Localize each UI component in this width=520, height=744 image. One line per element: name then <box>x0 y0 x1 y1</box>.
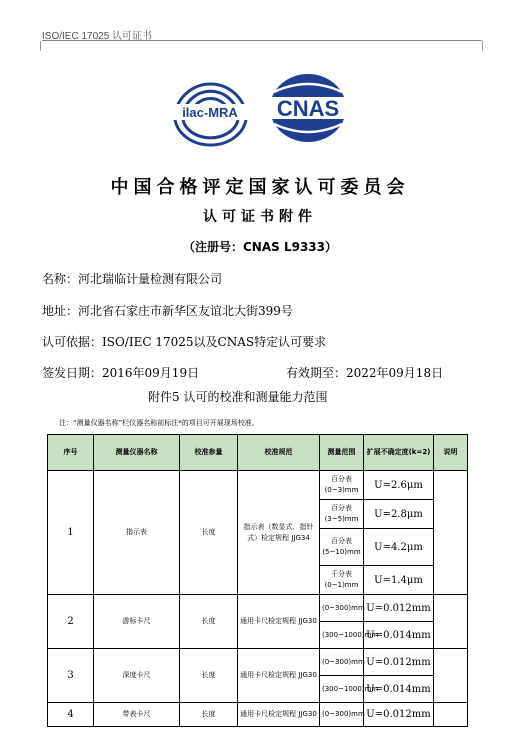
header-no: 序号 <box>48 435 94 471</box>
annex-title: 附件5 认可的校准和测量能力范围 <box>148 390 328 404</box>
row-range: 百分表 (0~3)mm <box>320 471 364 500</box>
ilac-mra-logo <box>163 70 258 150</box>
row-range: 千分表 (0~1)mm <box>320 566 364 595</box>
row-remark <box>434 595 468 649</box>
row-range: (300~1000)mm <box>320 676 364 703</box>
table-header-row <box>48 435 468 471</box>
header-remark: 说明 <box>434 435 468 471</box>
calibration-table <box>47 434 468 727</box>
header-range: 测量范围 <box>320 435 364 471</box>
header-instrument: 测量仪器名称 <box>94 435 180 471</box>
row-parameter: 长度 <box>180 703 238 727</box>
row-uncertainty: U=0.012mm <box>364 703 434 727</box>
row-uncertainty: U=0.012mm <box>364 595 434 622</box>
row-parameter: 长度 <box>180 471 238 595</box>
row-instrument: 深度卡尺 <box>94 649 180 703</box>
main-title: 中国合格评定国家认可委员会 <box>110 177 410 198</box>
row-remark <box>434 471 468 595</box>
row-uncertainty: U=1.4μm <box>364 566 434 595</box>
table-row <box>48 703 468 727</box>
row-no: 2 <box>48 595 94 649</box>
registration-number: （注册号：CNAS L9333） <box>182 240 337 254</box>
table-row <box>48 649 468 676</box>
corner-mark-right <box>482 41 493 51</box>
ilac-logo-text: ilac-MRA <box>182 105 238 120</box>
row-remark <box>434 703 468 727</box>
header-parameter: 校准参量 <box>180 435 238 471</box>
row-instrument: 游标卡尺 <box>94 595 180 649</box>
row-instrument: 指示表 <box>94 471 180 595</box>
corner-mark-left <box>30 41 41 51</box>
header-spec: 校准规范 <box>238 435 320 471</box>
row-uncertainty: U=0.014mm <box>364 676 434 703</box>
header-uncertainty: 扩展不确定度(k=2) <box>364 435 434 471</box>
row-uncertainty: U=0.014mm <box>364 622 434 649</box>
header-text: ISO/IEC 17025 认可证书 <box>42 31 153 42</box>
row-uncertainty: U=2.8μm <box>364 500 434 529</box>
row-range: (0~300)mm <box>320 595 364 622</box>
org-address: 地址：河北省石家庄市新华区友谊北大街399号 <box>42 304 293 318</box>
issue-date: 签发日期：2016年09月19日 <box>42 366 200 380</box>
row-spec: 通用卡尺检定规程 JJG30 <box>238 649 320 703</box>
row-remark <box>434 649 468 703</box>
row-no: 3 <box>48 649 94 703</box>
row-uncertainty: U=0.012mm <box>364 649 434 676</box>
header-rule <box>42 40 482 41</box>
table-note: 注：“测量仪器名称”栏仪器名称前标注*的项目可开展现场校准。 <box>59 419 259 427</box>
row-uncertainty: U=2.6μm <box>364 471 434 500</box>
row-no: 4 <box>48 703 94 727</box>
accreditation-basis: 认可依据：ISO/IEC 17025以及CNAS特定认可要求 <box>42 335 327 349</box>
row-parameter: 长度 <box>180 649 238 703</box>
org-name: 名称：河北瑞临计量检测有限公司 <box>42 272 223 286</box>
valid-until: 有效期至：2022年09月18日 <box>286 366 444 380</box>
row-range: (0~300)mm <box>320 649 364 676</box>
row-spec: 通用卡尺检定规程 JJG30 <box>238 703 320 727</box>
row-spec: 指示表（数显式、指针式）检定规程 JJG34 <box>238 471 320 595</box>
row-parameter: 长度 <box>180 595 238 649</box>
row-range: (0~300)mm <box>320 703 364 727</box>
row-uncertainty: U=4.2μm <box>364 529 434 566</box>
cnas-logo-text: CNAS <box>276 96 340 121</box>
sub-title: 认可证书附件 <box>203 209 317 225</box>
row-instrument: 带表卡尺 <box>94 703 180 727</box>
table-row <box>48 471 468 500</box>
row-range: 百分表 (5~10)mm <box>320 529 364 566</box>
row-no: 1 <box>48 471 94 595</box>
cnas-logo <box>264 70 352 146</box>
row-spec: 通用卡尺检定规程 JJG30 <box>238 595 320 649</box>
row-range: (300~1000)mm <box>320 622 364 649</box>
table-row <box>48 595 468 622</box>
row-range: 百分表 (3~5)mm <box>320 500 364 529</box>
